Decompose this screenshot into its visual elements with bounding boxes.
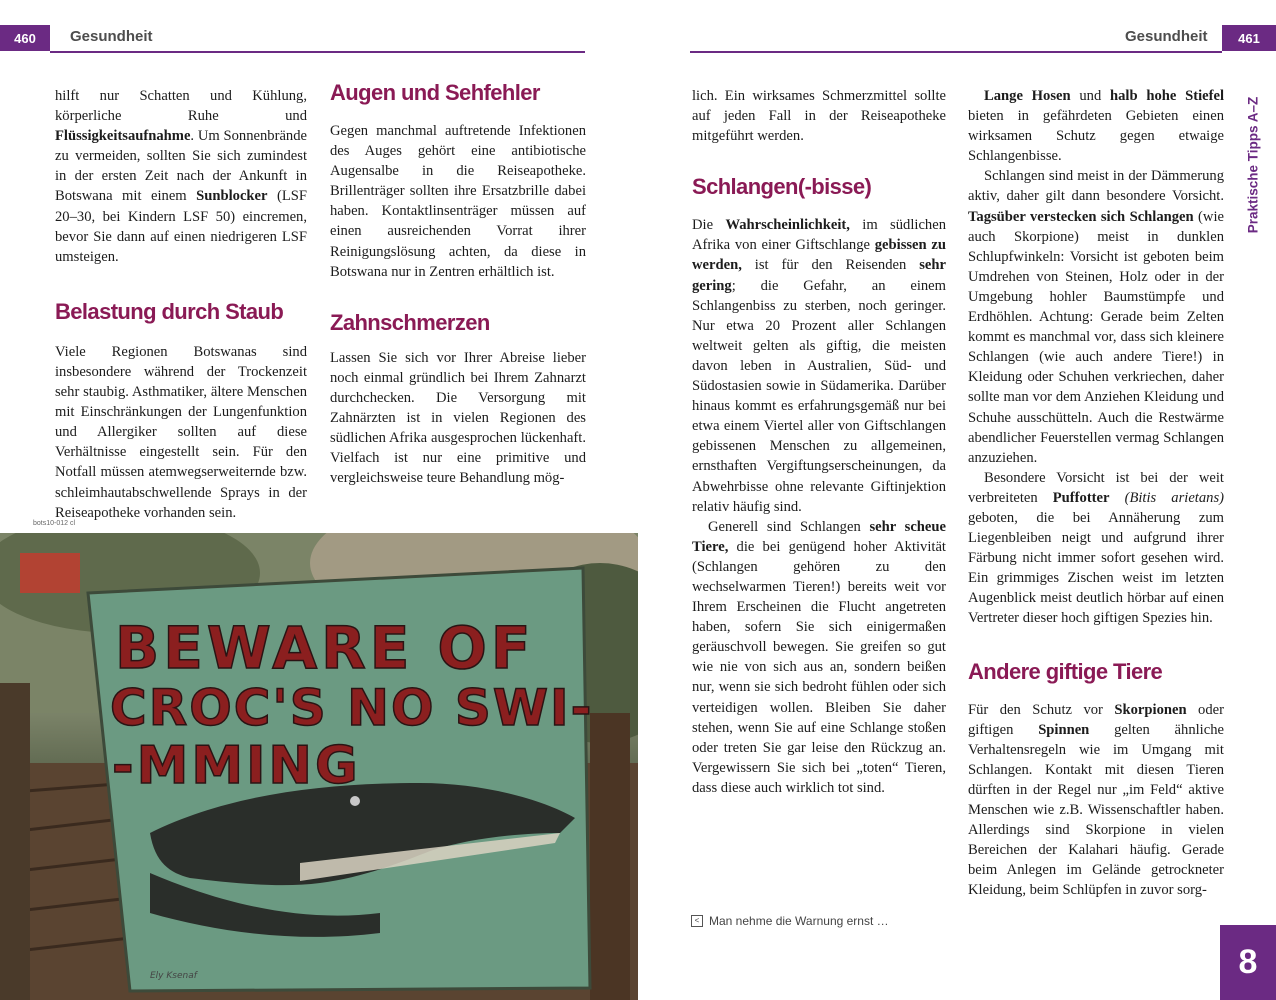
paragraph-puff-adder [968, 468, 1224, 629]
column-4 [968, 86, 1224, 900]
text-run: im südlichen Afrika von einer Giftschlange [692, 217, 946, 254]
sidebar-section-label [1241, 85, 1265, 245]
text-run: (wie auch Skorpione) meist in dunklen Schlupfwinkeln: Vorsicht ist geboten beim Umdrehen von Steinen, Holz oder in der Umgebung hohler Baumstümpfe und Erdhöhlen. Achtung: Gerade beim Zelten kommt es manchmal vor, dass sich kleinere Schlangen (wie auch andere Tiere!) in Kleidung oder Schuhen verkriechen, daher sollte man vor dem Anziehen Kleidung und Schuhe ausschütteln. Auch die Restwärme abendlicher Feuerstellen vermag Schlangen anzuziehen. [968, 208, 1224, 466]
sign-signature: Ely Ksenaf [150, 971, 197, 981]
text-run: Lange Hosen [984, 88, 1071, 104]
column-2 [330, 80, 586, 488]
text-run: (Bitis arietans) [1124, 489, 1224, 506]
paragraph-painkiller: lich. Ein wirksames Schmerzmittel sollte auf jeden Fall in der Reiseapotheke mitgeführt werden. [692, 88, 946, 145]
page-number-left [0, 25, 50, 51]
header-rule-right [690, 51, 1222, 53]
text-run: geboten, die bei Annäherung zum Liegenbleiben neigt und aufgrund ihrer Färbung nicht immer sofort gesehen wird. Ein grimmiges Zischen weist im letzten Augenblick meist deutlich hörbar auf einen Vertreter dieser hoch giftigen Spezies hin. [968, 509, 1224, 627]
text-run: Tagsüber verstecken sich Schlangen [968, 208, 1194, 225]
sidebar-section-label-text: Praktische Tipps A–Z [1245, 96, 1261, 234]
text-run: Puffotter [1052, 489, 1110, 506]
photo-illustration [0, 533, 638, 1000]
text-run: halb hohe Stiefel [1110, 88, 1225, 104]
text-run: Skorpionen [1114, 701, 1187, 718]
text-run: die bei genügend hoher Aktivität (Schlangen gehören zu den wechselwarmen Tieren!) bereits weit vor Ihrem Erscheinen die Flucht angetreten haben, sofern Sie sich einigermaßen geräuschvoll bewegen. Sie greifen so gut wie nie von sich aus an, sondern beißen nur, wenn sie sich bedroht fühlen oder sich verteidigen wollen. Bleiben Sie daher stehen, wenn Sie auf eine Schlange stoßen oder treten Sie gar leise den Rückzug an. Vergewissern Sie sich bei „toten“ Tieren, dass diese auch wirklich tot sind. [692, 538, 946, 796]
sign-text-line-3: -MMING [112, 736, 361, 796]
text-run: gelten ähnliche Verhaltensregeln wie im Umgang mit Schlangen. Kontakt mit diesen Tieren dürften in der Regel nur „im Feld“ aktive Menschen wie z.B. Wissenschaftler haben. Allerdings sind Skorpione in vielen Bereichen der Kalahari häufig. Gerade beim Anlegen im Gelände getrockneter Kleidung, beim Schlüpfen in zuvor sorg- [968, 721, 1224, 899]
text-run: Flüssigkeitsaufnahme [55, 128, 191, 145]
chapter-tab [1220, 925, 1276, 1000]
text-run: ; die Gefahr, an einem Schlangenbiss zu sterben, noch geringer. Nur etwa 20 Prozent aller Schlangen weltweit gelten als giftig, die meisten davon leben in Australien, Süd- und Südostasien sowie in Südamerika. Darüber hinaus kommt es erfahrungsgemäß nur bei etwa einem Viertel aller von Giftschlangen gebissenen Menschen zu allgemeinen, ernsthaften Vergiftungserscheinungen, da Abwehrbisse ohne relevante Giftinjektion relativ häufig sind. [692, 277, 946, 515]
paragraph-snake-probability [692, 215, 946, 516]
heading-dust: Belastung durch Staub [55, 298, 284, 324]
paragraph-scorpions [968, 700, 1224, 901]
text-run: Die [692, 217, 726, 234]
arrow-left-box-icon: < [691, 915, 703, 927]
text-run: (LSF 20–30, bei Kindern LSF 50) eincremen, bevor Sie dann auf einen niedrigeren LSF umsteigen. [55, 188, 308, 265]
paragraph-protection [968, 86, 1224, 166]
photo-caption-text: Man nehme die Warnung ernst … [709, 914, 889, 928]
header-rule-left [50, 51, 585, 53]
text-run: sehr scheue Tiere, [692, 518, 946, 555]
text-run: ist für den Reisenden [741, 257, 920, 274]
text-run: gebissen zu werden, [692, 237, 946, 274]
text-run: und [1070, 88, 1111, 104]
text-run: Sunblocker [196, 188, 268, 205]
text-run: Spinnen [1038, 721, 1090, 738]
photo-id-tag: bots10-012 cl [33, 520, 76, 527]
paragraph-snake-hiding [968, 166, 1224, 467]
text-run: Für den Schutz vor [968, 701, 1115, 718]
text-run: oder giftigen [968, 701, 1224, 738]
page-number-right [1222, 25, 1276, 51]
text-run: . Um Sonnenbrände zu vermeiden, sollten Sie sich zumindest in der ersten Zeit nach der Ankunft in Botswana mit einem [55, 128, 307, 205]
heading-teeth: Zahnschmerzen [330, 309, 490, 335]
column-1 [55, 86, 307, 523]
text-run: Wahrscheinlichkeit, [725, 217, 850, 234]
text-run: Besondere Vorsicht ist bei der weit verbreiteten [968, 469, 1224, 506]
column-3 [692, 86, 946, 798]
text-run: hilft nur Schatten und Kühlung, körperliche Ruhe und [55, 88, 307, 125]
sign-text-line-1: BEWARE OF [115, 614, 535, 682]
paragraph-sunburn [55, 86, 307, 267]
paragraph-dust: Viele Regionen Botswanas sind insbesondere während der Trockenzeit sehr staubig. Asthmatiker, ältere Menschen mit Einschränkungen der Lungenfunktion und Allergiker sollten auf diese Verhältnisse eingestellt sein. Für den Notfall müssen atemwegserweiternde bzw. schleimhautabschwellende Sprays in der Reiseapotheke vorhanden sein. [55, 343, 307, 521]
running-head-right: Gesundheit [1125, 28, 1208, 45]
heading-snakes: Schlangen(-bisse) [692, 174, 872, 200]
paragraph-teeth: Lassen Sie sich vor Ihrer Abreise lieber noch einmal gründlich bei Ihrem Zahnarzt durchchecken. Die Versorgung mit Zahnärzten ist in vielen Regionen des südlichen Afrika ausgesprochen lückenhaft. Vielfach ist nur eine primitive und vergleichsweise teure Behandlung mög- [330, 349, 586, 487]
sign-text-line-2: CROC'S NO SWI- [110, 679, 594, 737]
text-run: sehr gering [692, 257, 946, 294]
heading-eyes: Augen und Sehfehler [330, 80, 540, 105]
text-run [1110, 490, 1125, 506]
running-head-left: Gesundheit [70, 28, 153, 45]
heading-other-animals: Andere giftige Tiere [968, 658, 1163, 684]
photo-crocodile-sign [0, 533, 638, 1000]
paragraph-eyes: Gegen manchmal auftretende Infektionen des Auges gehört eine antibiotische Augensalbe in die Reiseapotheke. Brillenträger sollten ihre Ersatzbrille dabei haben. Kontaktlinsenträger müssen auf einen ausreichenden Vorrat ihrer Reinigungslösung achten, da diese in Botswana nur in Zentren erhältlich ist. [330, 123, 586, 280]
chapter-tab-number: 8 [1238, 943, 1258, 981]
text-run: Schlangen sind meist in der Dämmerung aktiv, daher gilt dann besondere Vorsicht. [968, 168, 1224, 205]
text-run: bieten in gefährdeten Gebieten einen wirksamen Schutz gegen etwaige Schlangenbisse. [968, 108, 1224, 165]
photo-caption [691, 914, 889, 928]
page-number-right-text: 461 [1238, 30, 1260, 46]
paragraph-snake-behaviour [692, 517, 946, 798]
text-run: Generell sind Schlangen [708, 518, 870, 535]
page-number-left-text: 460 [14, 30, 36, 46]
